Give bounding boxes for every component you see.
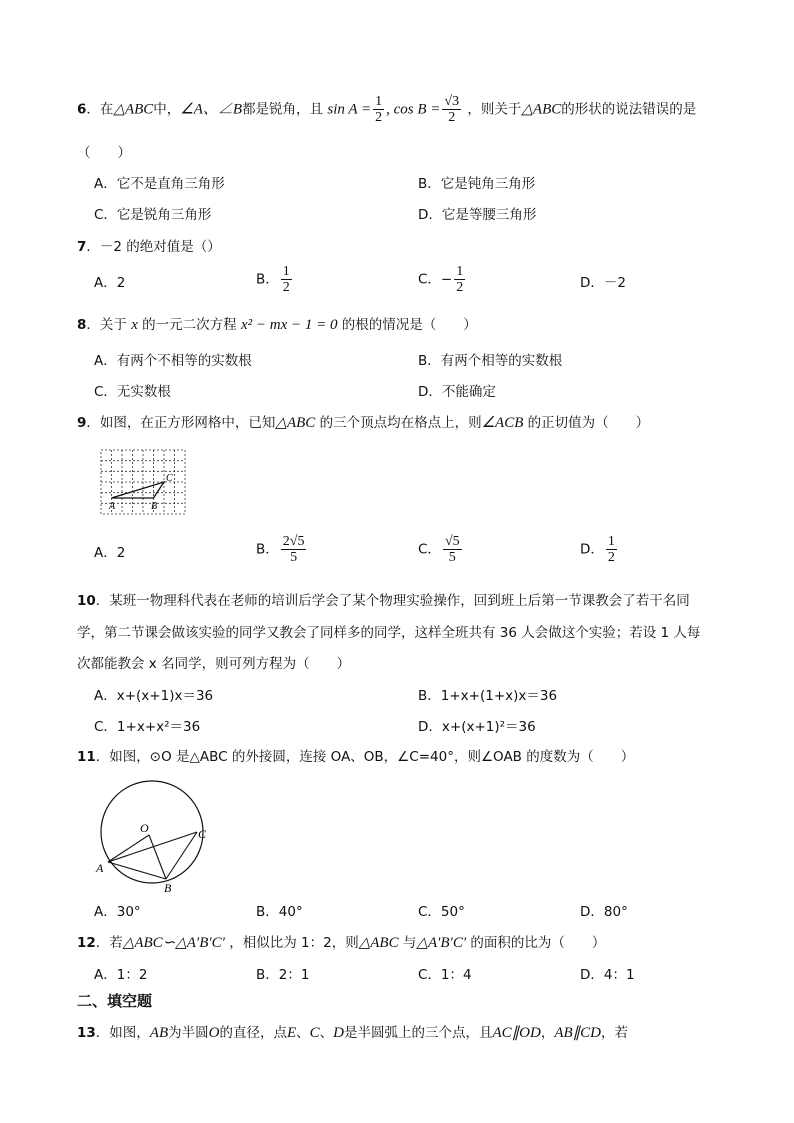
fraction-sqrt3-over-2: $\frac{√3}{2}$ <box>444 94 460 125</box>
question-number: 10 <box>77 593 96 609</box>
option-a[interactable]: A．2 <box>94 275 126 291</box>
q8-text: 的根的情况是（ ） <box>341 317 477 333</box>
q6-text: 中， <box>153 101 181 118</box>
option-b[interactable]: B．40° <box>256 904 303 920</box>
question-6 <box>77 94 734 125</box>
q10-line-1: ．某班一物理科代表在老师的培训后学会了某个物理实验操作，回到班上后第一节课教会了若干名同 <box>95 593 690 609</box>
q12-text: ．若 <box>95 935 123 951</box>
option-b[interactable]: B．2：1 <box>256 967 310 983</box>
q13-text: ．如图， <box>95 1025 150 1041</box>
q13-text: 为半圆 <box>168 1025 209 1041</box>
q9-triangle: △ABC <box>275 415 316 431</box>
point-d: D <box>333 1025 344 1041</box>
fraction: $\frac{2√5}{5}$ <box>282 534 305 565</box>
option-b[interactable] <box>256 534 308 565</box>
variable-x: x <box>131 317 138 333</box>
q6-text: 的形状的说法错误的是 <box>561 101 697 118</box>
label-b: B <box>164 881 172 895</box>
q13-text: ，若 <box>601 1025 629 1041</box>
circumcircle-figure <box>92 780 222 895</box>
question-number: 6 <box>77 101 87 118</box>
option-d[interactable]: D．不能确定 <box>418 384 496 400</box>
option-c[interactable]: C．1：4 <box>418 967 472 983</box>
point-c: C <box>309 1025 320 1041</box>
option-a[interactable]: A．1：2 <box>94 967 148 983</box>
q9-text: ．如图，在正方形网格中，已知 <box>86 415 276 431</box>
question-10-line-3: 次都能教会 x 名同学，则可列方程为（ ） <box>77 656 351 672</box>
question-7 <box>77 236 734 258</box>
q12-similarity: △ABC∽△A′B′C′ <box>122 935 225 951</box>
parallel-ab-cd: AB∥CD <box>554 1025 602 1041</box>
question-number: 11 <box>77 749 96 765</box>
option-d[interactable]: D．它是等腰三角形 <box>418 207 537 223</box>
q12-triangle: △ABC <box>358 935 399 951</box>
option-a[interactable]: A．30° <box>94 904 141 920</box>
option-b[interactable]: B．1+x+(1+x)x＝36 <box>418 688 558 704</box>
segment-ab: AB <box>149 1025 169 1041</box>
question-10 <box>77 590 734 612</box>
question-11 <box>77 746 734 768</box>
question-number: 9 <box>77 415 87 431</box>
point-e: E <box>286 1025 297 1041</box>
q12-text: 的面积的比为（ ） <box>470 935 606 951</box>
option-label: B． <box>256 271 279 288</box>
answer-paren: （ ） <box>77 145 131 161</box>
option-d[interactable]: D．80° <box>580 904 628 920</box>
option-b[interactable] <box>256 264 294 295</box>
fraction: $\frac{√5}{5}$ <box>444 534 460 565</box>
question-number: 8 <box>77 317 87 333</box>
option-d[interactable] <box>580 534 619 565</box>
label-a: A <box>96 861 104 875</box>
equation: x² − mx − 1 = 0 <box>240 317 338 333</box>
question-number: 7 <box>77 239 87 255</box>
option-b[interactable]: B．有两个相等的实数根 <box>418 353 563 369</box>
option-d[interactable]: D．4：1 <box>580 967 635 983</box>
option-b[interactable]: B．它是钝角三角形 <box>418 176 536 192</box>
option-c[interactable]: C．无实数根 <box>94 384 171 400</box>
fraction: $\frac{1}{2}$ <box>607 534 615 565</box>
option-a[interactable]: A．有两个不相等的实数根 <box>94 353 252 369</box>
q9-text: 的正切值为（ ） <box>527 415 650 431</box>
parallel-ac-od: AC∥OD <box>492 1025 541 1041</box>
question-number: 13 <box>77 1025 96 1041</box>
q8-text: 的一元二次方程 <box>142 317 237 333</box>
q13-text: ， <box>540 1025 555 1041</box>
option-c[interactable] <box>418 264 467 295</box>
q8-text: ．关于 <box>86 317 127 333</box>
option-label: B． <box>256 541 279 558</box>
fraction-one-half: $\frac{1}{2}$ <box>282 264 290 295</box>
grid-triangle-figure <box>98 448 188 518</box>
option-d[interactable]: D．x+(x+1)²＝36 <box>418 719 536 735</box>
separator: 、 <box>319 1025 334 1041</box>
q9-text: 的三个顶点均在格点上，则 <box>319 415 482 431</box>
q12-text: 与 <box>402 935 417 951</box>
cos-expression: , cos B = <box>386 101 441 118</box>
separator: 、 <box>296 1025 310 1041</box>
option-c[interactable]: C．50° <box>418 904 465 920</box>
q13-text: 是半圆弧上的三个点，且 <box>344 1025 493 1041</box>
fraction-one-half: $\frac{1}{2}$ <box>456 264 464 295</box>
q12-triangle: △A′B′C′ <box>416 935 467 951</box>
option-label: C． <box>418 541 441 558</box>
q6-triangle: △ABC <box>113 101 154 118</box>
label-a: A <box>109 501 116 512</box>
option-a[interactable]: A．2 <box>94 545 126 561</box>
option-c[interactable]: C．它是锐角三角形 <box>94 207 212 223</box>
q6-angles: ∠A、∠B <box>180 101 243 118</box>
option-a[interactable]: A．x+(x+1)x＝36 <box>94 688 214 704</box>
q6-triangle: △ABC <box>521 101 562 118</box>
option-d[interactable]: D．－2 <box>580 275 626 291</box>
label-c: C <box>198 827 207 841</box>
q6-text: ，则关于 <box>467 101 522 118</box>
label-o: O <box>140 821 149 835</box>
q6-text: 都是锐角，且 <box>242 101 324 118</box>
option-a[interactable]: A．它不是直角三角形 <box>94 176 225 192</box>
option-c[interactable] <box>418 534 464 565</box>
q11-text: ．如图，⊙O 是△ABC 的外接圆，连接 OA、OB，∠C=40°，则∠OAB 的度数为（ ） <box>95 749 635 765</box>
question-10-line-2: 学，第二节课会做该实验的同学又教会了同样多的同学，这样全班共有 36 人会做这个实验；若设 1 人每 <box>77 625 701 641</box>
q9-angle: ∠ACB <box>481 415 524 431</box>
label-b: B <box>151 501 158 512</box>
sin-expression: sin A = <box>327 101 372 118</box>
question-number: 12 <box>77 935 96 951</box>
option-label: C．− <box>418 271 453 288</box>
question-12 <box>77 932 734 954</box>
option-label: D． <box>580 541 604 558</box>
q6-text: ．在 <box>86 101 114 118</box>
label-c: C <box>166 473 173 484</box>
fraction-one-half: $\frac{1}{2}$ <box>375 94 383 125</box>
q13-text: 的直径，点 <box>219 1025 287 1041</box>
q7-text: ．－2 的绝对值是（） <box>86 239 221 255</box>
question-9 <box>77 412 734 434</box>
point-o: O <box>208 1025 220 1041</box>
question-8 <box>77 314 734 336</box>
section-heading: 二、填空题 <box>77 992 153 1010</box>
option-c[interactable]: C．1+x+x²＝36 <box>94 719 201 735</box>
q12-text: ，相似比为 1：2，则 <box>229 935 359 951</box>
question-13 <box>77 1022 734 1044</box>
